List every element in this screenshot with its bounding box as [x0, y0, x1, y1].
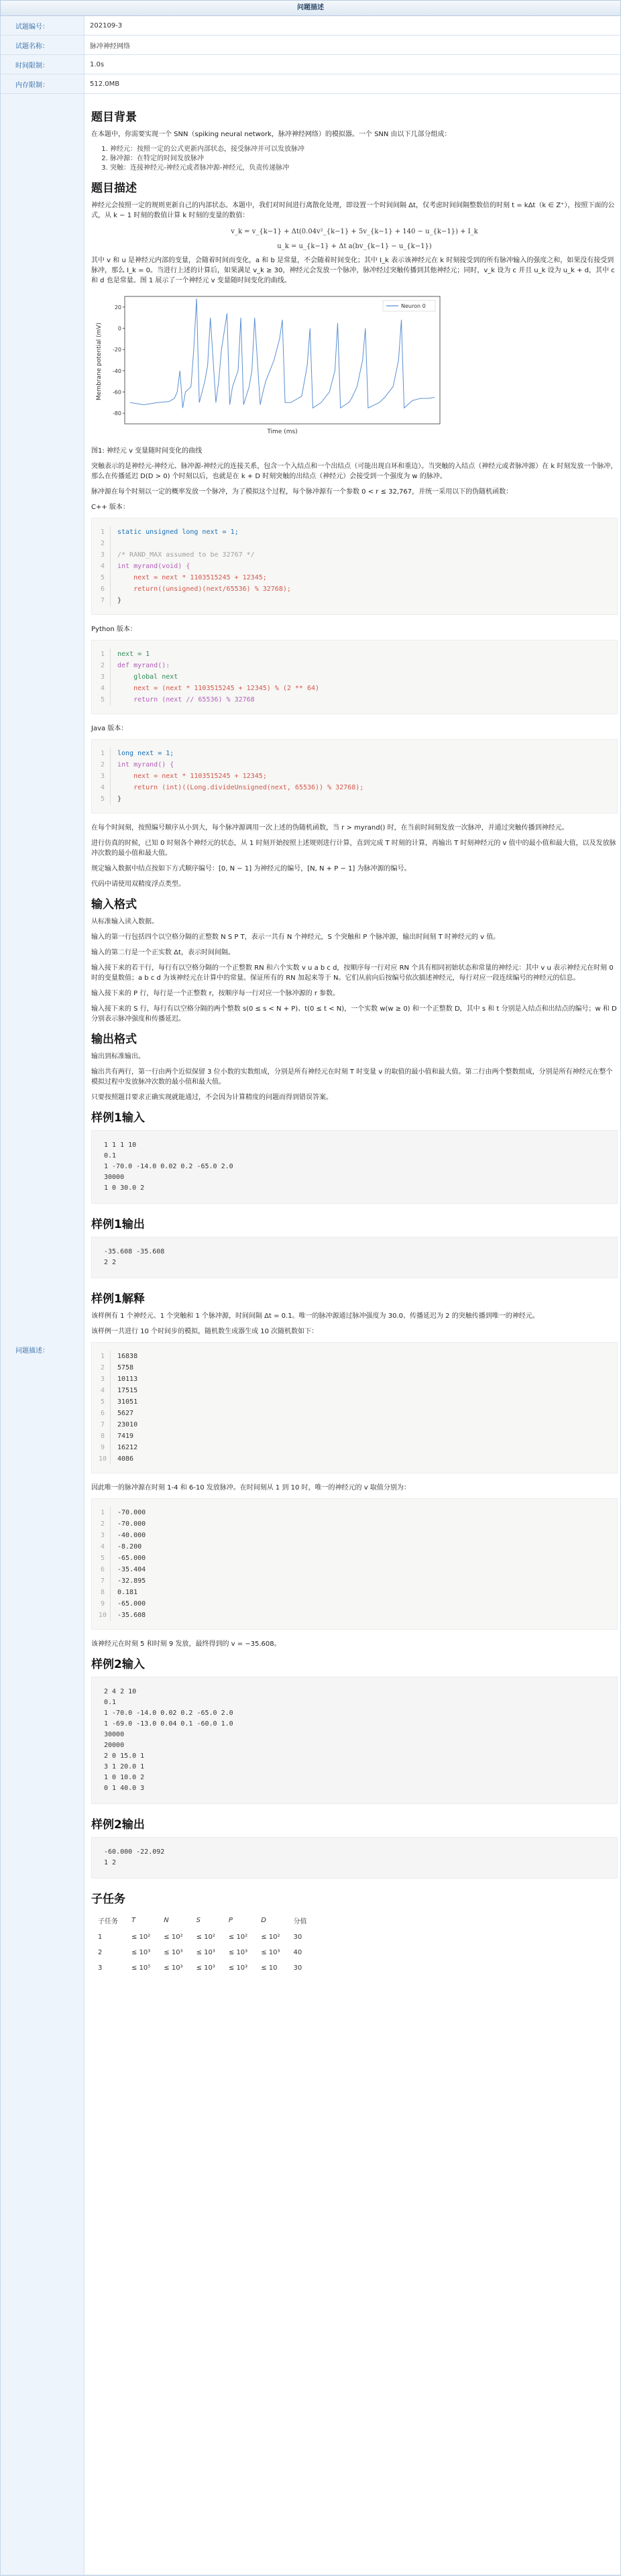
y-ticks — [113, 304, 125, 416]
field-label: 试题名称： — [1, 36, 84, 54]
description-body — [84, 94, 621, 2575]
table-cell: ≤ 10² — [196, 1934, 215, 1941]
random-values-block — [91, 1342, 618, 1473]
table-cell: ≤ 10² — [164, 1934, 183, 1941]
paragraph: 其中 v 和 u 是神经元内部的变量，会随着时间而变化，a 和 b 是常量，不会随着时间变化；其中 I_k 表示该神经元在 k 时刻接受到的所有脉冲输入的强度之和，如果没有接受到脉冲，那么 I_k = 0。当进行上述的计算后，如果满足 v_k ≥ 30，神经元会发放一个脉冲，脉冲经过突触传播到其他神经元；同时，v_k 设为 c 并且 u_k 设为 u_k + d，其中 c 和 d 也是常量。图 1 展示了一个神经元 v 变量随时间变化的曲线。 — [91, 257, 615, 284]
subtask-table — [91, 1911, 313, 1976]
code-label: C++ 版本： — [91, 504, 129, 511]
field-value: 1.0s — [90, 60, 105, 68]
paragraph: 从标准输入读入数据。 — [91, 918, 158, 926]
paragraph: 输入的第二行是一个正实数 Δt，表示时间间隔。 — [91, 949, 235, 956]
sample-input-2: 2 4 2 10 0.1 1 -70.0 -14.0 0.02 0.2 -65.0 2.0 1 -69.0 -13.0 0.04 0.1 -60.0 1.0 30000 20000 2 0 15.0 1 3 1 20.0 1 1 0 10.0 2 0 1 40.0 3 — [91, 1677, 618, 1804]
line-numbers: 1 2 3 4 5 — [99, 649, 111, 706]
field-row-memory — [1, 74, 620, 94]
list-item: 1. 神经元：按照一定的公式更新内部状态，接受脉冲并可以发放脉冲 — [110, 145, 618, 154]
background-list — [110, 145, 618, 173]
paragraph: 因此唯一的脉冲源在时刻 1-4 和 6-10 发放脉冲。在时间刻从 1 到 10 时，唯一的神经元的 v 取值分别为： — [91, 1484, 410, 1492]
paragraph: 输出到标准输出。 — [91, 1053, 145, 1060]
table-cell: ≤ 10⁵ — [131, 1964, 151, 1972]
plot-frame — [125, 296, 440, 424]
section-title: 样例1输出 — [91, 1218, 145, 1231]
table-cell: 1 — [98, 1934, 103, 1941]
y-tick-label: -60 — [112, 389, 121, 396]
paragraph: 该样例一共进行 10 个时间步的模拟，随机数生成器生成 10 次随机数如下： — [91, 1328, 319, 1335]
y-tick-label: -80 — [112, 410, 121, 417]
x-axis-label: Time (ms) — [267, 429, 298, 435]
section-title: 输入格式 — [91, 898, 137, 911]
table-cell: 2 — [98, 1949, 103, 1956]
field-row-name — [1, 36, 620, 55]
paragraph: 输入接下来的 S 行，每行有以空格分隔的两个整数 s(0 ≤ s < N + P)、t(0 ≤ t < N)，一个实数 w(w ≥ 0) 和一个正整数 D，其中 s 和 t 分别是入结点和出结点的编号；w 和 D 分别表示脉冲强度和传播延迟。 — [91, 1005, 617, 1023]
field-row-time — [1, 55, 620, 74]
table-cell: ≤ 10³ — [196, 1949, 215, 1956]
table-header: T — [131, 1917, 136, 1924]
formula: u_k = u_{k−1} + Δt a(bv_{k−1} − u_{k−1}) — [277, 243, 432, 250]
paragraph: 代码中请使用双精度浮点类型。 — [91, 881, 185, 888]
table-cell: 30 — [293, 1934, 302, 1941]
table-header: 分值 — [293, 1918, 307, 1925]
table-cell: ≤ 10³ — [131, 1949, 151, 1956]
table-cell: ≤ 10³ — [228, 1964, 248, 1972]
table-cell: 3 — [98, 1964, 103, 1972]
v-values-block — [91, 1498, 618, 1630]
table-cell: ≤ 10³ — [228, 1949, 248, 1956]
table-cell: ≤ 10 — [261, 1964, 278, 1972]
code-source: long next = 1; int myrand() { next = next * 1103515245 + 12345; return (int)((Long.divideUnsigned(next, 65536)) % 32768); } — [117, 750, 364, 803]
section-title: 题目背景 — [91, 111, 137, 124]
table-row — [91, 1945, 313, 1960]
y-tick-label: -20 — [112, 347, 121, 353]
sample-input-1: 1 1 1 10 0.1 1 -70.0 -14.0 0.02 0.2 -65.0 2.0 30000 1 0 30.0 2 — [91, 1130, 618, 1204]
membrane-potential-chart — [91, 291, 618, 441]
field-value: 脉冲神经网络 — [90, 42, 130, 50]
paragraph: 神经元会按照一定的规则更新自己的内部状态。本题中，我们对时间进行离散化处理，即设置一个时间间隔 Δt，仅考虑时间间隔整数倍的时刻 t = kΔt（k ∈ Z⁺），按照下面的公式，从 k − 1 时刻的数值计算 k 时刻的变量的数值： — [91, 202, 615, 219]
section-title: 样例2输入 — [91, 1658, 145, 1671]
paragraph: 脉冲源在每个时刻以一定的概率发放一个脉冲，为了模拟这个过程，每个脉冲源有一个参数 0 < r ≤ 32,767，并统一采用以下的伪随机函数： — [91, 488, 513, 496]
paragraph: 只要按照题目要求正确实现就能通过，不会因为计算精度的问题而得到错误答案。 — [91, 1094, 333, 1101]
table-cell: ≤ 10³ — [164, 1949, 183, 1956]
section-title: 样例1解释 — [91, 1292, 145, 1306]
table-cell: ≤ 10² — [228, 1934, 248, 1941]
field-label: 内存限制： — [1, 74, 84, 93]
field-row-id — [1, 16, 620, 36]
paragraph: 输入的第一行包括四个以空格分隔的正整数 N S P T，表示一共有 N 个神经元，S 个突触和 P 个脉冲源，输出时间刻 T 时神经元的 v 值。 — [91, 934, 500, 941]
code-source: -70.000 -70.000 -40.000 -8.200 -65.000 -35.404 -32.895 0.181 -65.000 -35.608 — [117, 1509, 146, 1619]
line-numbers: 1 2 3 4 5 6 7 — [99, 526, 111, 606]
java-code-block — [91, 739, 618, 814]
paragraph: 突触表示的是神经元-神经元、脉冲源-神经元的连接关系，包含一个入结点和一个出结点（可能出现自环和重边）。当突触的入结点（神经元或者脉冲源）在 k 时刻发放一个脉冲，那么在传播延迟 D(D > 0) 个时刻以后，也就是在 k + D 时刻突触的出结点（神经元）会接受到一个强度为 w 的脉冲。 — [91, 463, 618, 480]
field-value: 512.0MB — [90, 80, 120, 88]
line-numbers: 1 2 3 4 5 — [99, 748, 111, 805]
table-row — [91, 1929, 313, 1945]
table-cell: 40 — [293, 1949, 302, 1956]
line-numbers: 1 2 3 4 5 6 7 8 9 10 — [99, 1351, 111, 1465]
field-label: 问题描述： — [1, 94, 84, 2575]
paragraph: 输入接下来的若干行，每行有以空格分隔的一个正整数 RN 和六个实数 v u a b c d，按顺序每一行对应 RN 个具有相同初始状态和常量的神经元：其中 v u 表示神经元在时刻 0 时的变量数值；a b c d 为该神经元在计算中的常量。保证所有的 RN 加起来等于 N。它们从前向后按编号依次描述神经元，每行对应一段连续编号的神经元的信息。 — [91, 964, 614, 982]
table-header: S — [196, 1917, 201, 1924]
y-axis-label: Membrane potential (mV) — [96, 323, 103, 400]
field-label: 试题编号： — [1, 16, 84, 35]
table-cell: 30 — [293, 1964, 302, 1972]
table-header: N — [164, 1917, 169, 1924]
code-label: Java 版本： — [91, 725, 128, 732]
table-header: 子任务 — [98, 1918, 118, 1925]
code-label: Python 版本： — [91, 626, 137, 633]
table-cell: ≤ 10³ — [196, 1964, 215, 1972]
problem-content — [91, 107, 618, 1976]
section-title: 题目描述 — [91, 182, 137, 195]
sample-output-1: -35.608 -35.608 2 2 — [91, 1237, 618, 1278]
table-cell: ≤ 10³ — [261, 1949, 280, 1956]
table-cell: ≤ 10² — [261, 1934, 280, 1941]
y-tick-label: -40 — [112, 368, 121, 374]
table-cell: ≤ 10³ — [164, 1964, 183, 1972]
python-code-block — [91, 640, 618, 714]
paragraph: 输入接下来的 P 行，每行是一个正整数 r，按顺序每一行对应一个脉冲源的 r 参数。 — [91, 990, 340, 997]
legend-label: Neuron 0 — [401, 303, 426, 309]
table-header: P — [228, 1917, 233, 1924]
section-title: 输出格式 — [91, 1033, 137, 1046]
window-title: 问题描述 — [0, 0, 621, 16]
paragraph: 规定输入数据中结点按如下方式顺序编号：[0, N − 1] 为神经元的编号，[N, N + P − 1] 为脉冲源的编号。 — [91, 865, 411, 873]
field-value: 202109-3 — [90, 21, 123, 30]
paragraph: 该样例有 1 个神经元、1 个突触和 1 个脉冲源，时间间隔 Δt = 0.1。唯一的脉冲源通过脉冲强度为 30.0、传播延迟为 2 的突触传播到唯一的神经元。 — [91, 1312, 539, 1320]
description-row — [1, 94, 620, 2575]
table-row — [91, 1960, 313, 1976]
paragraph: 在本题中，你需要实现一个 SNN（spiking neural network，脉冲神经网络）的模拟器。一个 SNN 由以下几部分组成： — [91, 131, 451, 138]
list-item: 2. 脉冲源：在特定的时间发放脉冲 — [110, 154, 618, 164]
section-title: 样例2输出 — [91, 1818, 145, 1832]
formula: v_k = v_{k−1} + Δt(0.04v²_{k−1} + 5v_{k−1} + 140 − u_{k−1}) + I_k — [231, 228, 478, 235]
cpp-code-block — [91, 518, 618, 615]
code-source: 16838 5758 10113 17515 31051 5627 23010 7419 16212 4086 — [117, 1353, 138, 1463]
figure-caption: 图1: 神经元 v 变量随时间变化的曲线 — [91, 447, 203, 455]
paragraph: 该神经元在时刻 5 和时刻 9 发放，最终得到的 v = −35.608。 — [91, 1640, 281, 1648]
field-label: 时间限制： — [1, 55, 84, 74]
y-tick-label: 20 — [114, 304, 121, 311]
problem-frame — [0, 16, 621, 2576]
section-title: 子任务 — [91, 1893, 125, 1906]
paragraph: 输出共有两行，第一行由两个近似保留 3 位小数的实数组成，分别是所有神经元在时刻 T 时变量 v 的取值的最小值和最大值。第二行由两个整数组成，分别是所有神经元在整个模拟过程中发放脉冲次数的最小值和最大值。 — [91, 1068, 613, 1086]
line-numbers: 1 2 3 4 5 6 7 8 9 10 — [99, 1507, 111, 1621]
list-item: 3. 突触：连接神经元-神经元或者脉冲源-神经元，负责传递脉冲 — [110, 164, 618, 173]
chart-svg — [91, 291, 447, 439]
table-header-row — [91, 1911, 313, 1929]
table-cell: ≤ 10² — [131, 1934, 151, 1941]
code-source: static unsigned long next = 1; /* RAND_MAX assumed to be 32767 */ int myrand(void) { next = next * 1103515245 + 12345; return((unsigned)(next/65536) % 32768); } — [117, 528, 291, 604]
sample-output-2: -60.000 -22.092 1 2 — [91, 1837, 618, 1879]
section-title: 样例1输入 — [91, 1111, 145, 1125]
code-source: next = 1 def myrand(): global next next = (next * 1103515245 + 12345) % (2 ** 64) return (next // 65536) % 32768 — [117, 651, 320, 704]
table-header: D — [261, 1917, 266, 1924]
y-tick-label: 0 — [117, 325, 121, 332]
paragraph: 进行仿真的时候，已知 0 时刻各个神经元的状态，从 1 时刻开始按照上述规则进行计算，直到完成 T 时刻的计算，再输出 T 时刻神经元的 v 值中的最小值和最大值，以及发放脉冲次数的最小值和最大值。 — [91, 840, 616, 857]
paragraph: 在每个时间刻，按照编号顺序从小到大，每个脉冲源调用一次上述的伪随机函数，当 r > myrand() 时，在当前时间刻发放一次脉冲，并通过突触传播到神经元。 — [91, 824, 569, 832]
